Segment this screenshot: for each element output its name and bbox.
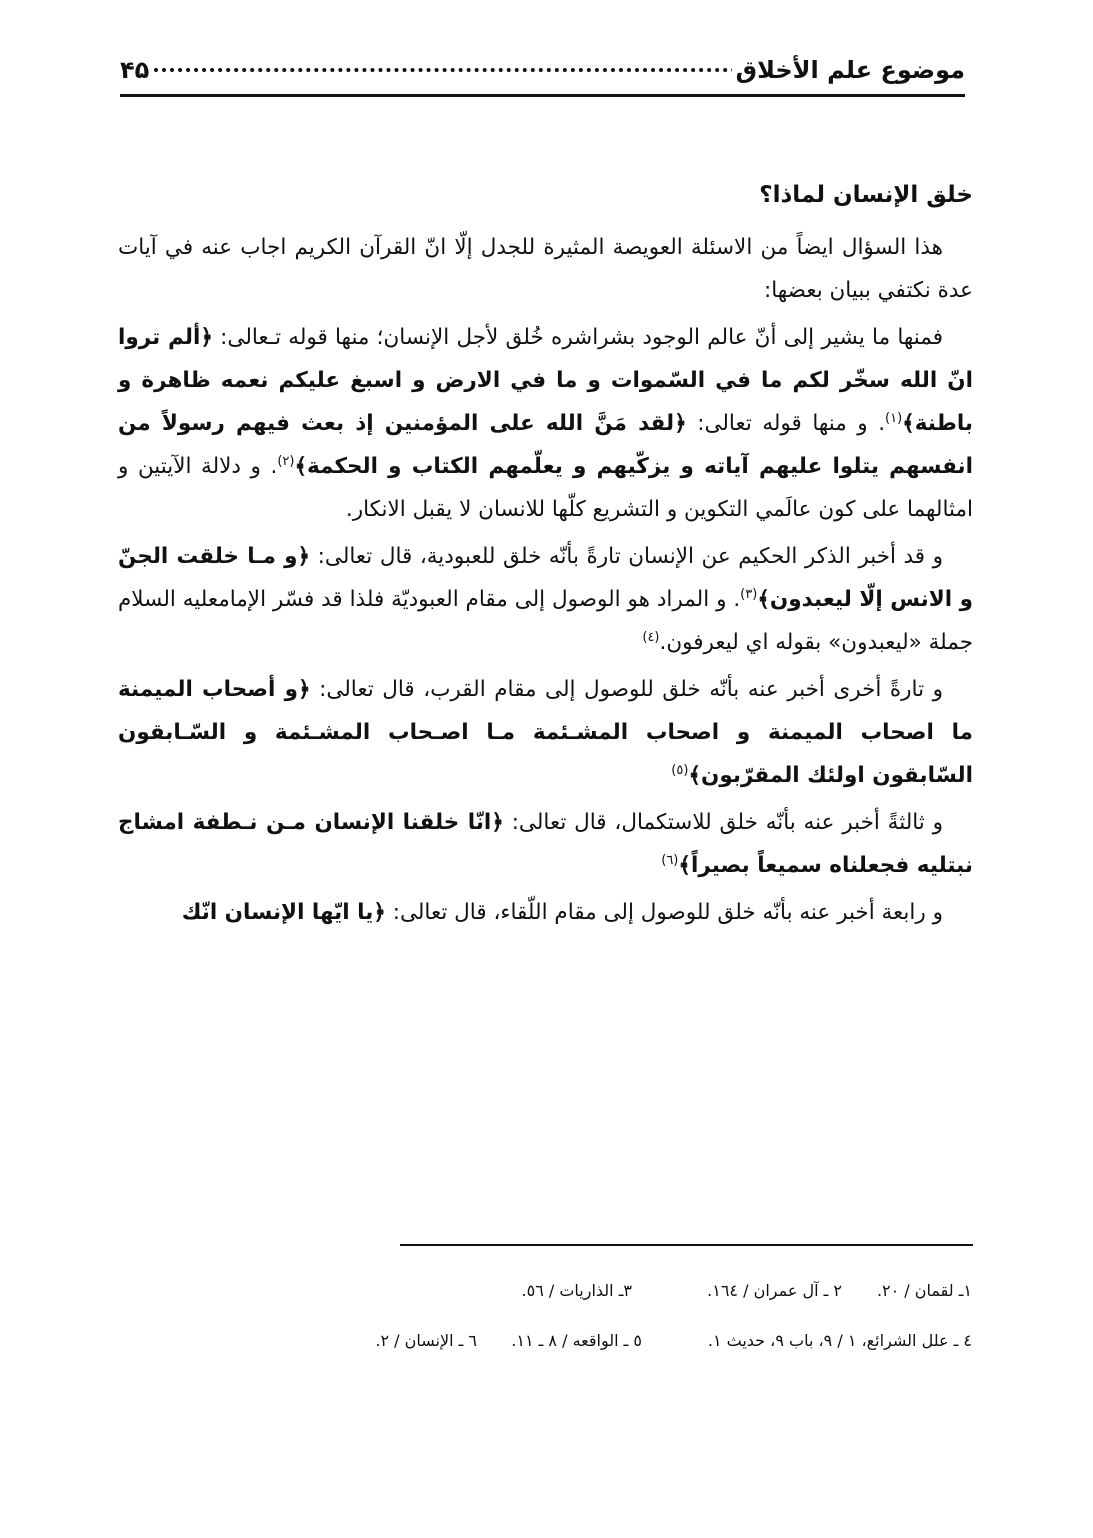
header-title: موضوع علم الأخلاق <box>732 54 965 86</box>
quran-verse-4: ﴿و أصحاب الميمنة ما اصحاب الميمنة و اصحاب المشـئمة مـا اصـحاب المشـئمة و السّـابقون السّابقون اولئك المقرّبون﴾ <box>118 677 973 788</box>
main-text <box>118 172 973 938</box>
paragraph-6 <box>118 891 973 934</box>
paragraph-5-intro: و ثالثةً أخبر عنه بأنّه خلق للاستكمال، قال تعالى: <box>511 810 943 835</box>
footnote-ref-2: (٢) <box>277 453 295 469</box>
paragraph-2-end: . و دلالة الآيتين و امثالهما على كون عالَمي التكوين و التشريع كلّها للانسان لا يقبل الانكار. <box>118 454 973 522</box>
footnote-ref-4: (٤) <box>642 629 660 645</box>
footnote-5: ٥ ـ الواقعه / ٨ ـ ١١. <box>511 1331 642 1350</box>
paragraph-2-mid: . و منها قوله تعالى: <box>697 411 886 436</box>
paragraph-3-intro: و قد أخبر الذكر الحكيم عن الإنسان تارةً بأنّه خلق للعبودية، قال تعالى: <box>317 544 944 569</box>
footnote-4: ٤ ـ علل الشرائع، ١ / ٩، باب ٩، حديث ١. <box>707 1331 972 1350</box>
paragraph-3 <box>118 535 973 664</box>
paragraph-1 <box>118 226 973 312</box>
footnote-row <box>150 1316 972 1366</box>
quran-verse-6: ﴿يا ايّها الإنسان انّك <box>181 900 386 925</box>
footnote-divider <box>400 1244 973 1246</box>
footnote-3: ٣ـ الذاريات / ٥٦. <box>521 1281 632 1300</box>
footnote-ref-6: (٦) <box>661 852 679 868</box>
footnote-row <box>150 1266 972 1316</box>
quran-verse-2: ﴿لقد مَنَّ الله على المؤمنين إذ بعث فيهم رسولاً من انفسهم يتلوا عليهم آياته و يزكّيهم و يعلّمهم الكتاب و الحكمة﴾ <box>118 411 973 479</box>
section-heading: خلق الإنسان لماذا؟ <box>759 182 973 208</box>
paragraph-2 <box>118 316 973 531</box>
footnote-2: ٢ ـ آل عمران / ١٦٤. <box>707 1281 842 1300</box>
quran-verse-3: ﴿و مـا خلقت الجنّ و الانس إلّا ليعبدون﴾ <box>118 544 973 612</box>
paragraph-2-intro: فمنها ما يشير إلى أنّ عالم الوجود بشراشره خُلق لأجل الإنسان؛ منها قوله تـعالى: <box>220 325 943 350</box>
quran-verse-1: ﴿ألم تروا انّ الله سخّر لكم ما في السّموات و ما في الارض و اسبغ عليكم نعمه ظاهرة و باطنة﴾ <box>118 325 973 436</box>
paragraph-4-intro: و تارةً أخرى أخبر عنه بأنّه خلق للوصول إلى مقام القرب، قال تعالى: <box>319 677 943 702</box>
page-header <box>120 52 965 97</box>
paragraph-1-text: هذا السؤال ايضاً من الاسئلة العويصة المثيرة للجدل إلّا انّ القرآن الكريم اجاب عنه في آيات عدة نكتفي ببيان بعضها: <box>118 235 973 303</box>
paragraph-5 <box>118 801 973 887</box>
footnote-6: ٦ ـ الإنسان / ٢. <box>375 1331 477 1350</box>
footnote-ref-3: (٣) <box>740 586 758 602</box>
paragraph-4 <box>118 668 973 797</box>
header-leader-dots <box>154 68 760 72</box>
footnotes <box>150 1266 972 1366</box>
quran-verse-5: ﴿انّا خلقنا الإنسان مـن نـطفة امشاج نبتليه فجعلناه سميعاً بصيراً﴾ <box>118 810 973 878</box>
footnote-ref-1: (١) <box>885 410 903 426</box>
footnote-1: ١ـ لقمان / ٢٠. <box>876 1281 972 1300</box>
paragraph-3-mid: . و المراد هو الوصول إلى مقام العبوديّة فلذا قد فسّر الإمامعليه السلام جملة «ليعبدون» بقوله اي ليعرفون. <box>118 587 973 655</box>
page-number: ۴۵ <box>120 56 150 84</box>
footnote-ref-5: (٥) <box>671 762 689 778</box>
paragraph-6-intro: و رابعة أخبر عنه بأنّه خلق للوصول إلى مقام اللّقاء، قال تعالى: <box>392 900 943 925</box>
